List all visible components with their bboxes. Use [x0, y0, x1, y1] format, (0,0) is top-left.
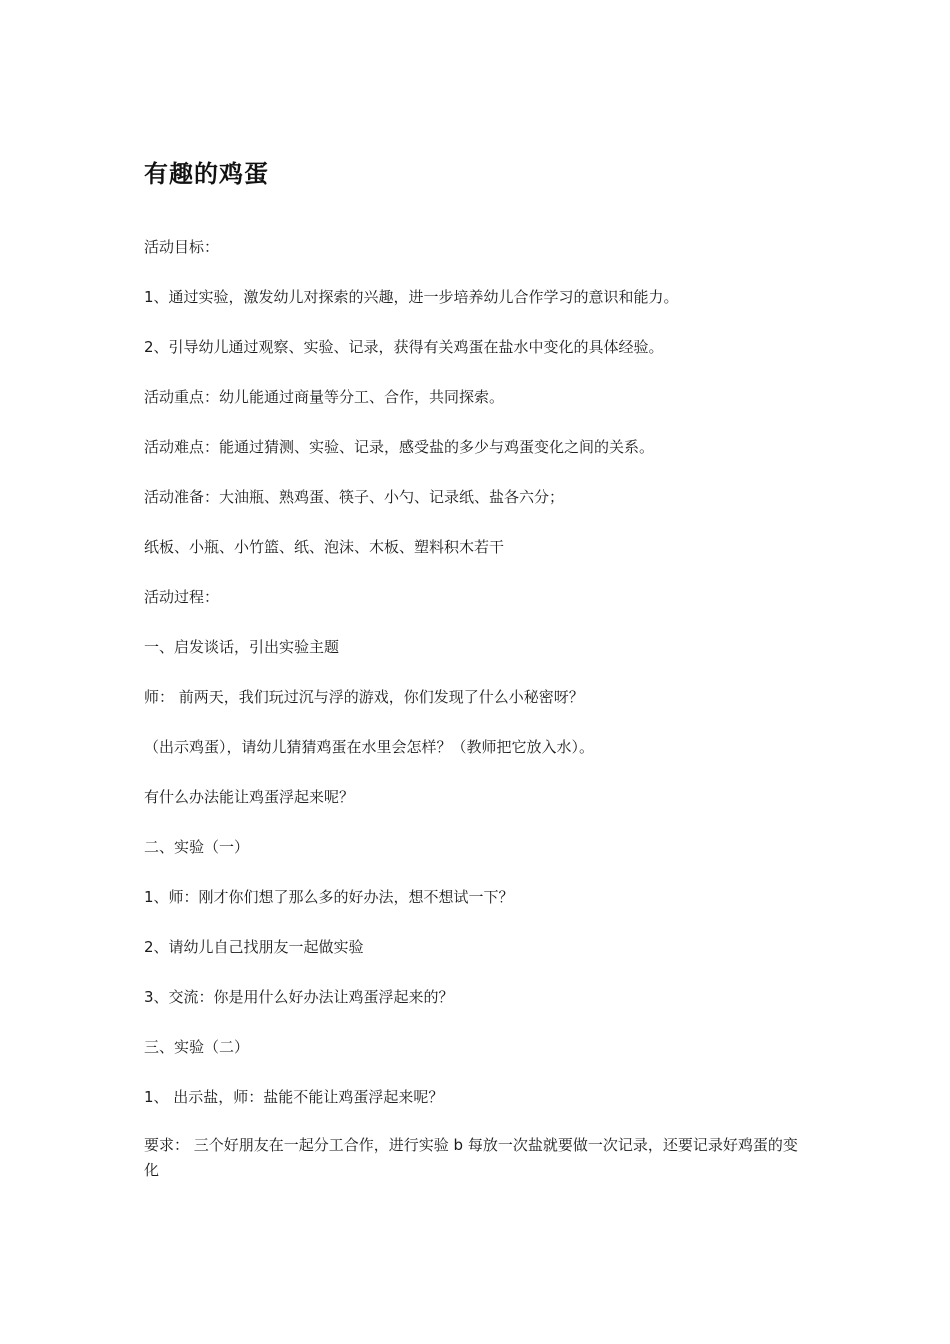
process-step-2-heading: 二、实验（一） [144, 838, 250, 856]
activity-preparation: 活动准备：大油瓶、熟鸡蛋、筷子、小勺、记录纸、盐各六分； [144, 488, 565, 506]
page-title: 有趣的鸡蛋 [144, 160, 269, 188]
experiment-1-item-2: 2、请幼儿自己找朋友一起做实验 [144, 938, 364, 956]
experiment-1-item-1: 1、师：刚才你们想了那么多的好办法，想不想试一下？ [144, 888, 514, 906]
show-egg-line: （出示鸡蛋），请幼儿猜猜鸡蛋在水里会怎样？（教师把它放入水）。 [144, 738, 595, 756]
experiment-2-item-1: 1、 出示盐，师：盐能不能让鸡蛋浮起来呢？ [144, 1088, 444, 1106]
float-question-line: 有什么办法能让鸡蛋浮起来呢？ [144, 788, 355, 806]
goal-item-2: 2、引导幼儿通过观察、实验、记录，获得有关鸡蛋在盐水中变化的具体经验。 [144, 338, 664, 356]
teacher-line: 师： 前两天，我们玩过沉与浮的游戏，你们发现了什么小秘密呀？ [144, 688, 584, 706]
activity-difficulty: 活动难点：能通过猜测、实验、记录，感受盐的多少与鸡蛋变化之间的关系。 [144, 438, 655, 456]
process-step-1-heading: 一、启发谈话，引出实验主题 [144, 638, 340, 656]
process-step-3-heading: 三、实验（二） [144, 1038, 250, 1056]
section-heading-goals: 活动目标： [144, 238, 220, 256]
preparation-materials: 纸板、小瓶、小竹篮、纸、泡沫、木板、塑料积木若干 [144, 538, 505, 556]
experiment-1-item-3: 3、交流：你是用什么好办法让鸡蛋浮起来的？ [144, 988, 454, 1006]
activity-key-point: 活动重点：幼儿能通过商量等分工、合作，共同探索。 [144, 388, 505, 406]
section-heading-process: 活动过程： [144, 588, 220, 606]
goal-item-1: 1、通过实验，激发幼儿对探索的兴趣，进一步培养幼儿合作学习的意识和能力。 [144, 288, 679, 306]
experiment-2-requirement: 要求： 三个好朋友在一起分工合作，进行实验 b 每放一次盐就要做一次记录，还要记录好鸡蛋的变化 [144, 1136, 798, 1179]
